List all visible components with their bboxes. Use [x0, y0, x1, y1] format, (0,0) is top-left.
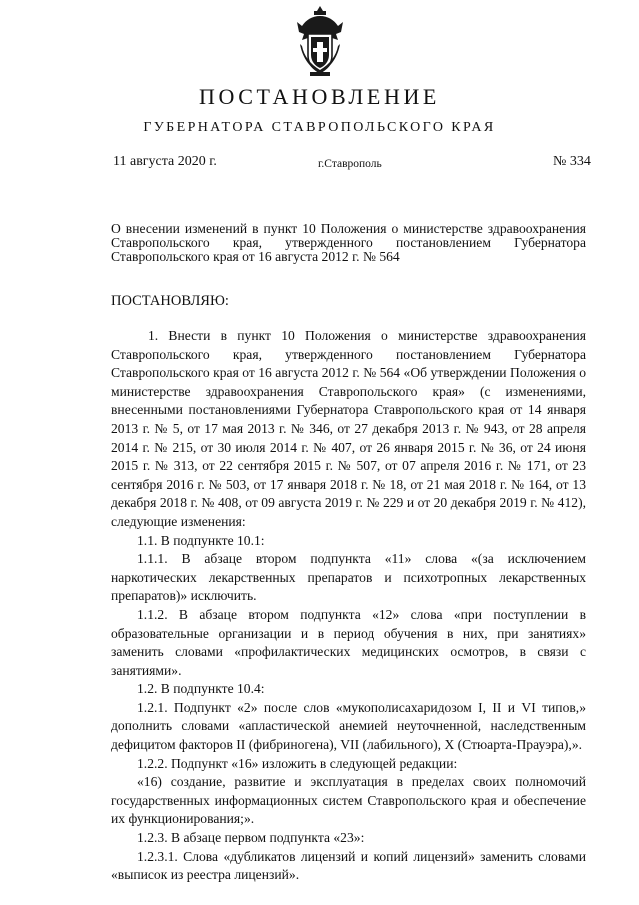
document-subtitle: ГУБЕРНАТОРА СТАВРОПОЛЬСКОГО КРАЯ — [143, 120, 496, 135]
document-subject: О внесении изменений в пункт 10 Положения о министерстве здравоохранения Ставропольского края, утвержденного постановлением Губернатора Ставропольского края от 16 августа 2012 г. № 564 — [111, 221, 586, 264]
paragraph-1-1: 1.1. В подпункте 10.1: — [137, 532, 265, 548]
document-date: 11 августа 2020 г. — [113, 154, 217, 169]
paragraph-quote-16: «16) создание, развитие и эксплуатация в пределах своих полномочий государственных информационных систем Ставропольского края и обеспечение их функционирования;». — [111, 774, 586, 827]
document-number: № 334 — [553, 154, 591, 169]
paragraph-1-1-2: 1.1.2. В абзаце втором подпункта «12» слова «при поступлении в образовательные организации и в период обучения в них, при занятиях» заменить словами «профилактических медицинских осмотров, в связи с занятиями». — [111, 606, 586, 678]
paragraph-1-2: 1.2. В подпункте 10.4: — [137, 681, 265, 697]
document-title: ПОСТАНОВЛЕНИЕ — [199, 84, 440, 109]
coat-of-arms-emblem — [294, 4, 346, 78]
paragraph-1-2-3-1: 1.2.3.1. Слова «дубликатов лицензий и копий лицензий» заменить словами «выписок из реестра лицензий». — [111, 848, 586, 883]
paragraph-1: 1. Внести в пункт 10 Положения о министерстве здравоохранения Ставропольского края, утвержденного постановлением Губернатора Ставропольского края от 16 августа 2012 г. № 564 «Об утверждении Положения о министерстве здравоохранения Ставропольского края» (с изменениями, внесенными постановлениями Губернатора Ставропольского края от 14 января 2013 г. № 5, от 17 мая 2013 г. № 346, от 27 декабря 2013 г. № 943, от 28 апреля 2014 г. № 215, от 30 июля 2014 г. № 407, от 26 января 2015 г. № 36, от 24 июня 2015 г. № 313, от 22 сентября 2015 г. № 507, от 07 апреля 2016 г. № 171, от 23 сентября 2016 г. № 503, от 17 января 2018 г. № 18, от 21 мая 2018 г. № 164, от 13 декабря 2018 г. № 408, от 09 августа 2019 г. № 229 и от 20 декабря 2019 г. № 412), следующие изменения: — [111, 328, 586, 529]
document-body — [111, 327, 586, 885]
paragraph-1-2-3: 1.2.3. В абзаце первом подпункта «23»: — [137, 830, 365, 846]
document-city: г.Ставрополь — [318, 158, 382, 170]
resolve-label: ПОСТАНОВЛЯЮ: — [111, 293, 229, 309]
paragraph-1-2-2: 1.2.2. Подпункт «16» изложить в следующей редакции: — [137, 755, 458, 771]
paragraph-1-1-1: 1.1.1. В абзаце втором подпункта «11» слова «(за исключением наркотических лекарственных препаратов и психотропных лекарственных препаратов)» исключить. — [111, 551, 586, 604]
paragraph-1-2-1: 1.2.1. Подпункт «2» после слов «мукополисахаридозом I, II и VI типов,» дополнить словами «апластической анемией неуточненной, наследственным дефицитом факторов II (фибриногена), VII (лабильного), X (Стюарта-Прауэра),». — [111, 699, 586, 753]
